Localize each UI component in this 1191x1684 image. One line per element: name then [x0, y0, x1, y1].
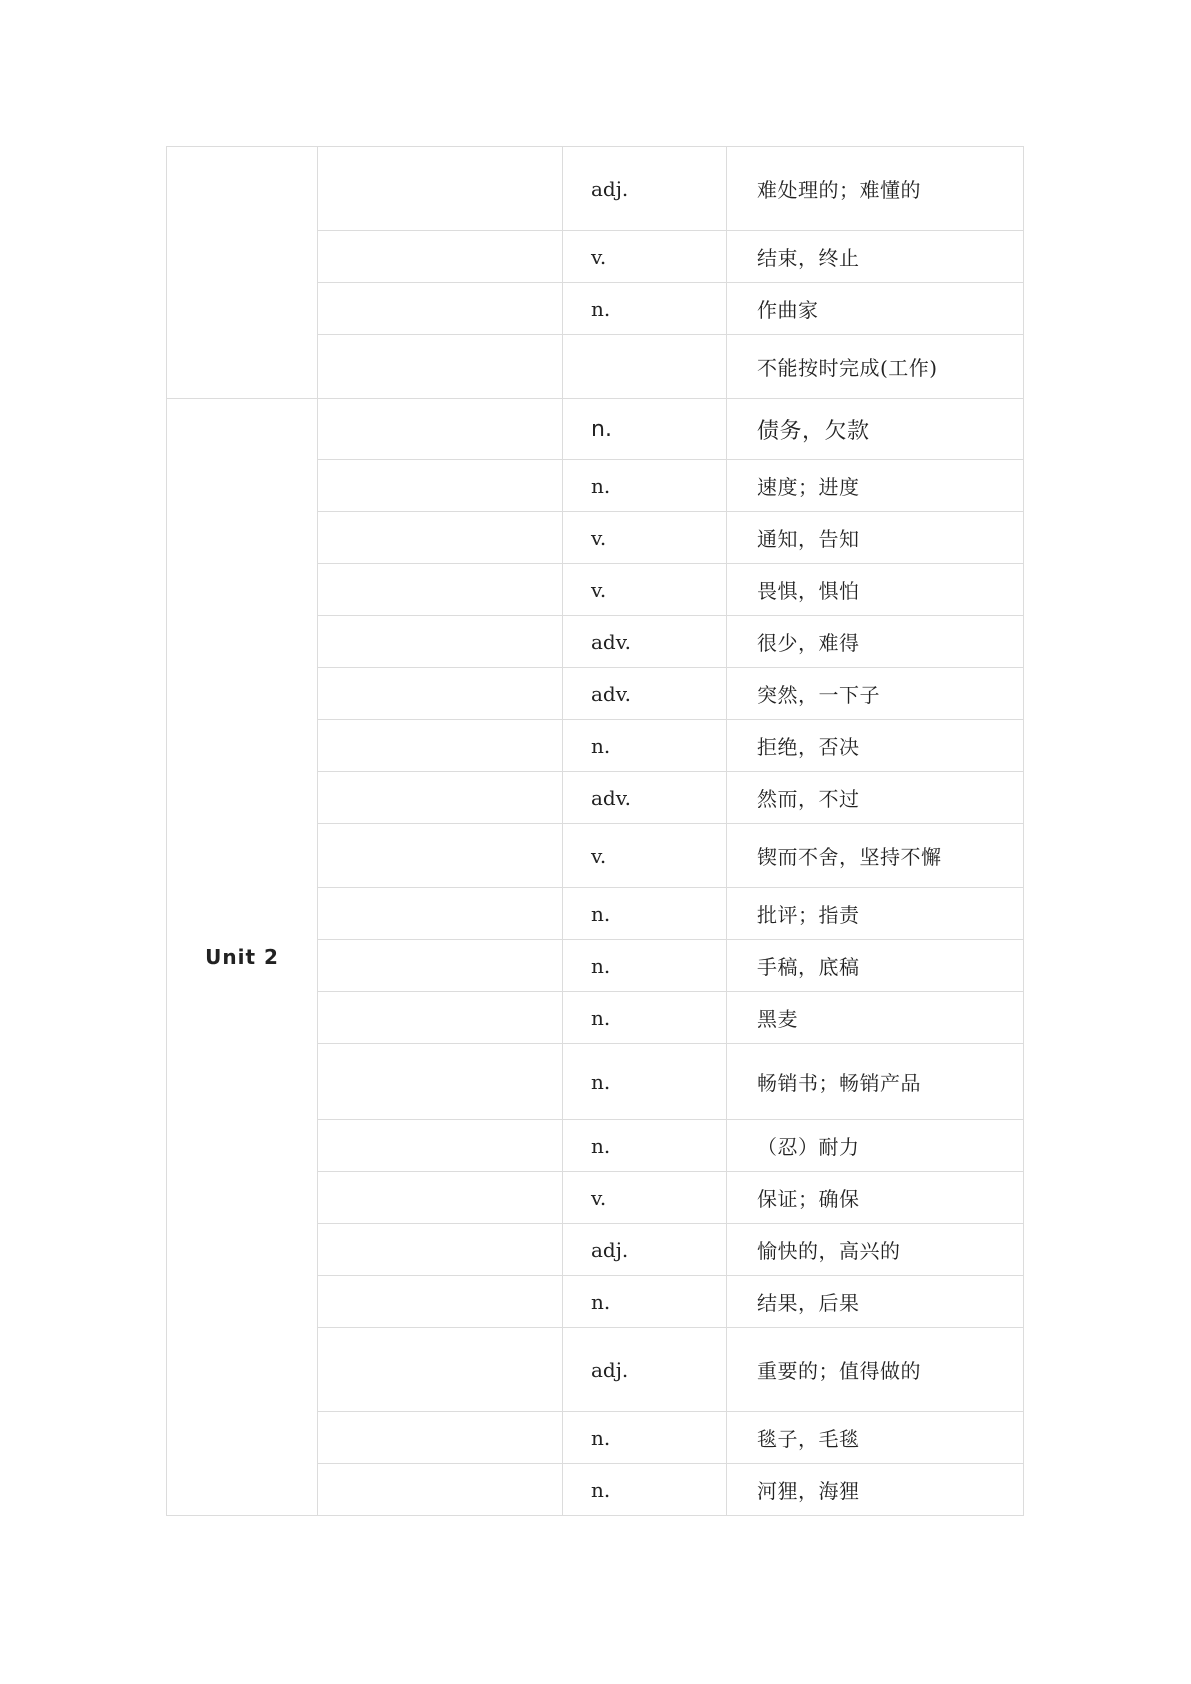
meaning-cell: 通知，告知 — [727, 512, 1024, 564]
word-cell — [318, 147, 563, 231]
pos-cell: v. — [563, 564, 727, 616]
word-cell — [318, 283, 563, 335]
word-cell — [318, 460, 563, 512]
pos-cell: v. — [563, 231, 727, 283]
word-cell — [318, 231, 563, 283]
pos-cell: v. — [563, 824, 727, 888]
word-cell — [318, 1412, 563, 1464]
unit-cell — [167, 147, 318, 399]
word-cell — [318, 720, 563, 772]
word-cell — [318, 668, 563, 720]
meaning-cell: 难处理的；难懂的 — [727, 147, 1024, 231]
pos-cell: adv. — [563, 668, 727, 720]
meaning-cell: 结果，后果 — [727, 1276, 1024, 1328]
meaning-cell: 债务，欠款 — [727, 399, 1024, 460]
pos-cell: n. — [563, 460, 727, 512]
table-row — [167, 147, 1024, 231]
pos-cell: n. — [563, 1044, 727, 1120]
word-cell — [318, 1120, 563, 1172]
meaning-cell: 河狸，海狸 — [727, 1464, 1024, 1516]
meaning-cell: 毯子，毛毯 — [727, 1412, 1024, 1464]
pos-cell: n. — [563, 399, 727, 460]
meaning-cell: 畏惧，惧怕 — [727, 564, 1024, 616]
meaning-cell: 批评；指责 — [727, 888, 1024, 940]
pos-cell: adv. — [563, 772, 727, 824]
meaning-cell: 作曲家 — [727, 283, 1024, 335]
meaning-cell: 手稿，底稿 — [727, 940, 1024, 992]
meaning-cell: 不能按时完成(工作) — [727, 335, 1024, 399]
word-cell — [318, 772, 563, 824]
meaning-cell: 重要的；值得做的 — [727, 1328, 1024, 1412]
meaning-cell: 愉快的，高兴的 — [727, 1224, 1024, 1276]
table-row — [167, 399, 1024, 460]
word-cell — [318, 992, 563, 1044]
word-cell — [318, 564, 563, 616]
unit-label: Unit 2 — [167, 399, 318, 1516]
word-cell — [318, 888, 563, 940]
pos-cell: adv. — [563, 616, 727, 668]
pos-cell: n. — [563, 720, 727, 772]
word-cell — [318, 1464, 563, 1516]
meaning-cell: 突然，一下子 — [727, 668, 1024, 720]
word-cell — [318, 1224, 563, 1276]
word-cell — [318, 1276, 563, 1328]
pos-cell: n. — [563, 1276, 727, 1328]
pos-cell: n. — [563, 1120, 727, 1172]
meaning-cell: 很少，难得 — [727, 616, 1024, 668]
pos-cell: n. — [563, 940, 727, 992]
word-cell — [318, 616, 563, 668]
word-cell — [318, 940, 563, 992]
pos-cell: v. — [563, 1172, 727, 1224]
pos-cell: n. — [563, 1464, 727, 1516]
pos-cell: v. — [563, 512, 727, 564]
meaning-cell: 畅销书；畅销产品 — [727, 1044, 1024, 1120]
vocabulary-table — [166, 146, 1024, 1516]
pos-cell: n. — [563, 992, 727, 1044]
pos-cell: adj. — [563, 1328, 727, 1412]
pos-cell: adj. — [563, 147, 727, 231]
pos-cell: n. — [563, 888, 727, 940]
pos-cell: adj. — [563, 1224, 727, 1276]
word-cell — [318, 1044, 563, 1120]
pos-cell: n. — [563, 283, 727, 335]
word-cell — [318, 399, 563, 460]
pos-cell — [563, 335, 727, 399]
word-cell — [318, 824, 563, 888]
meaning-cell: 拒绝，否决 — [727, 720, 1024, 772]
meaning-cell: 速度；进度 — [727, 460, 1024, 512]
meaning-cell: （忍）耐力 — [727, 1120, 1024, 1172]
word-cell — [318, 335, 563, 399]
meaning-cell: 然而，不过 — [727, 772, 1024, 824]
meaning-cell: 黑麦 — [727, 992, 1024, 1044]
word-cell — [318, 1328, 563, 1412]
pos-cell: n. — [563, 1412, 727, 1464]
meaning-cell: 结束，终止 — [727, 231, 1024, 283]
meaning-cell: 保证；确保 — [727, 1172, 1024, 1224]
meaning-cell: 锲而不舍，坚持不懈 — [727, 824, 1024, 888]
word-cell — [318, 512, 563, 564]
word-cell — [318, 1172, 563, 1224]
